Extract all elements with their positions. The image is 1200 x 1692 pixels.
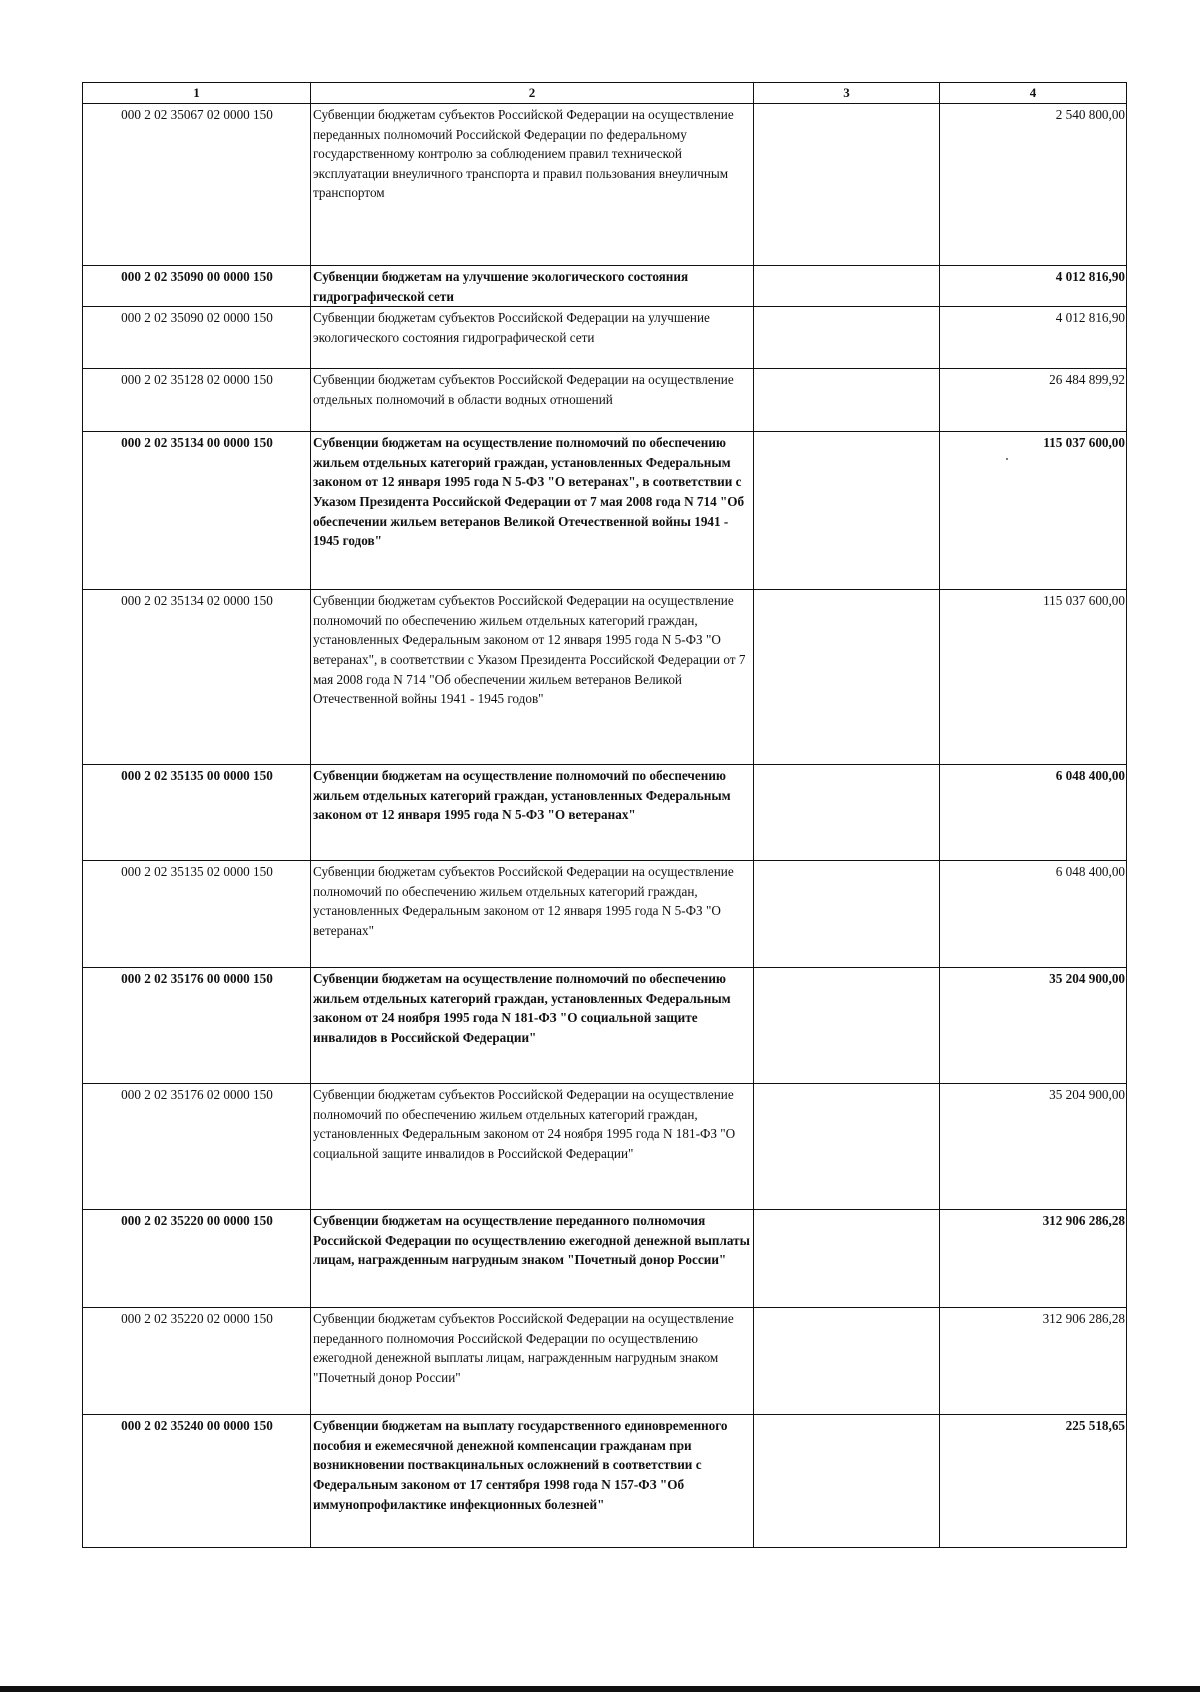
table-row xyxy=(83,1084,1127,1210)
header-col-2: 2 xyxy=(311,83,754,104)
row-description: Субвенции бюджетам субъектов Российской Федерации на осуществление полномочий по обеспечению жильем отдельных категорий граждан, установленных Федеральным законом от 24 ноября 1995 года N 181-ФЗ "О социальной защите инвалидов в Российской Федерации" xyxy=(311,1084,754,1210)
row-col3 xyxy=(754,266,940,307)
budget-table xyxy=(82,82,1127,1548)
table-row xyxy=(83,590,1127,765)
header-col-4: 4 xyxy=(940,83,1127,104)
budget-code: 000 2 02 35135 02 0000 150 xyxy=(83,861,311,968)
table-body xyxy=(83,104,1127,1548)
header-col-3: 3 xyxy=(754,83,940,104)
row-amount: 6 048 400,00 xyxy=(940,765,1127,861)
table-row xyxy=(83,104,1127,266)
table-row xyxy=(83,432,1127,590)
row-description: Субвенции бюджетам на осуществление переданного полномочия Российской Федерации по осуществлению ежегодной денежной выплаты лицам, награжденным нагрудным знаком "Почетный донор России" xyxy=(311,1210,754,1308)
row-description: Субвенции бюджетам на выплату государственного единовременного пособия и ежемесячной денежной компенсации гражданам при возникновении поствакцинальных осложнений в соответствии с Федеральным законом от 17 сентября 1998 года N 157-ФЗ "Об иммунопрофилактике инфекционных болезней" xyxy=(311,1415,754,1548)
row-col3 xyxy=(754,307,940,369)
row-amount: 35 204 900,00 xyxy=(940,1084,1127,1210)
table-row xyxy=(83,1415,1127,1548)
row-amount: 115 037 600,00 xyxy=(940,590,1127,765)
row-amount: 225 518,65 xyxy=(940,1415,1127,1548)
budget-code: 000 2 02 35220 02 0000 150 xyxy=(83,1308,311,1415)
budget-code: 000 2 02 35134 00 0000 150 xyxy=(83,432,311,590)
budget-code: 000 2 02 35240 00 0000 150 xyxy=(83,1415,311,1548)
table-header xyxy=(83,83,1127,104)
budget-code: 000 2 02 35176 02 0000 150 xyxy=(83,1084,311,1210)
row-col3 xyxy=(754,1308,940,1415)
row-description: Субвенции бюджетам субъектов Российской Федерации на улучшение экологического состояния гидрографической сети xyxy=(311,307,754,369)
row-amount: 35 204 900,00 xyxy=(940,968,1127,1084)
row-description: Субвенции бюджетам на улучшение экологического состояния гидрографической сети xyxy=(311,266,754,307)
table-row xyxy=(83,369,1127,432)
row-col3 xyxy=(754,1415,940,1548)
row-amount: 312 906 286,28 xyxy=(940,1308,1127,1415)
budget-code: 000 2 02 35067 02 0000 150 xyxy=(83,104,311,266)
row-amount: 4 012 816,90 xyxy=(940,307,1127,369)
row-description: Субвенции бюджетам на осуществление полномочий по обеспечению жильем отдельных категорий граждан, установленных Федеральным законом от 12 января 1995 года N 5-ФЗ "О ветеранах" xyxy=(311,765,754,861)
row-description: Субвенции бюджетам субъектов Российской Федерации на осуществление полномочий по обеспечению жильем отдельных категорий граждан, установленных Федеральным законом от 12 января 1995 года N 5-ФЗ "О ветеранах" xyxy=(311,861,754,968)
row-col3 xyxy=(754,1084,940,1210)
row-amount: 312 906 286,28 xyxy=(940,1210,1127,1308)
table-row xyxy=(83,968,1127,1084)
header-row xyxy=(83,83,1127,104)
row-col3 xyxy=(754,590,940,765)
row-description: Субвенции бюджетам на осуществление полномочий по обеспечению жильем отдельных категорий граждан, установленных Федеральным законом от 12 января 1995 года N 5-ФЗ "О ветеранах", в соответствии с Указом Президента Российской Федерации от 7 мая 2008 года N 714 "Об обеспечении жильем ветеранов Великой Отечественной войны 1941 - 1945 годов" xyxy=(311,432,754,590)
budget-code: 000 2 02 35135 00 0000 150 xyxy=(83,765,311,861)
row-amount: 115 037 600,00 xyxy=(940,432,1127,590)
budget-code: 000 2 02 35220 00 0000 150 xyxy=(83,1210,311,1308)
row-description: Субвенции бюджетам субъектов Российской Федерации на осуществление полномочий по обеспечению жильем отдельных категорий граждан, установленных Федеральным законом от 12 января 1995 года N 5-ФЗ "О ветеранах", в соответствии с Указом Президента Российской Федерации от 7 мая 2008 года N 714 "Об обеспечении жильем ветеранов Великой Отечественной войны 1941 - 1945 годов" xyxy=(311,590,754,765)
row-description: Субвенции бюджетам субъектов Российской Федерации на осуществление переданного полномочия Российской Федерации по осуществлению ежегодной денежной выплаты лицам, награжденным нагрудным знаком "Почетный донор России" xyxy=(311,1308,754,1415)
budget-code: 000 2 02 35128 02 0000 150 xyxy=(83,369,311,432)
row-col3 xyxy=(754,861,940,968)
row-amount: 2 540 800,00 xyxy=(940,104,1127,266)
row-description: Субвенции бюджетам субъектов Российской Федерации на осуществление отдельных полномочий в области водных отношений xyxy=(311,369,754,432)
row-amount: 26 484 899,92 xyxy=(940,369,1127,432)
budget-code: 000 2 02 35090 00 0000 150 xyxy=(83,266,311,307)
budget-code: 000 2 02 35176 00 0000 150 xyxy=(83,968,311,1084)
row-col3 xyxy=(754,1210,940,1308)
row-col3 xyxy=(754,765,940,861)
row-amount: 6 048 400,00 xyxy=(940,861,1127,968)
scan-bottom-edge xyxy=(0,1686,1200,1692)
table-row xyxy=(83,307,1127,369)
row-col3 xyxy=(754,968,940,1084)
table-row xyxy=(83,1308,1127,1415)
budget-code: 000 2 02 35134 02 0000 150 xyxy=(83,590,311,765)
scan-speck xyxy=(1006,458,1008,460)
table-row xyxy=(83,266,1127,307)
row-col3 xyxy=(754,432,940,590)
row-description: Субвенции бюджетам субъектов Российской Федерации на осуществление переданных полномочий Российской Федерации по федеральному государственному контролю за соблюдением правил технической эксплуатации внеуличного транспорта и правил пользования внеуличным транспортом xyxy=(311,104,754,266)
row-amount: 4 012 816,90 xyxy=(940,266,1127,307)
row-col3 xyxy=(754,369,940,432)
row-description: Субвенции бюджетам на осуществление полномочий по обеспечению жильем отдельных категорий граждан, установленных Федеральным законом от 24 ноября 1995 года N 181-ФЗ "О социальной защите инвалидов в Российской Федерации" xyxy=(311,968,754,1084)
table-row xyxy=(83,765,1127,861)
table-row xyxy=(83,1210,1127,1308)
budget-code: 000 2 02 35090 02 0000 150 xyxy=(83,307,311,369)
header-col-1: 1 xyxy=(83,83,311,104)
row-col3 xyxy=(754,104,940,266)
table-row xyxy=(83,861,1127,968)
